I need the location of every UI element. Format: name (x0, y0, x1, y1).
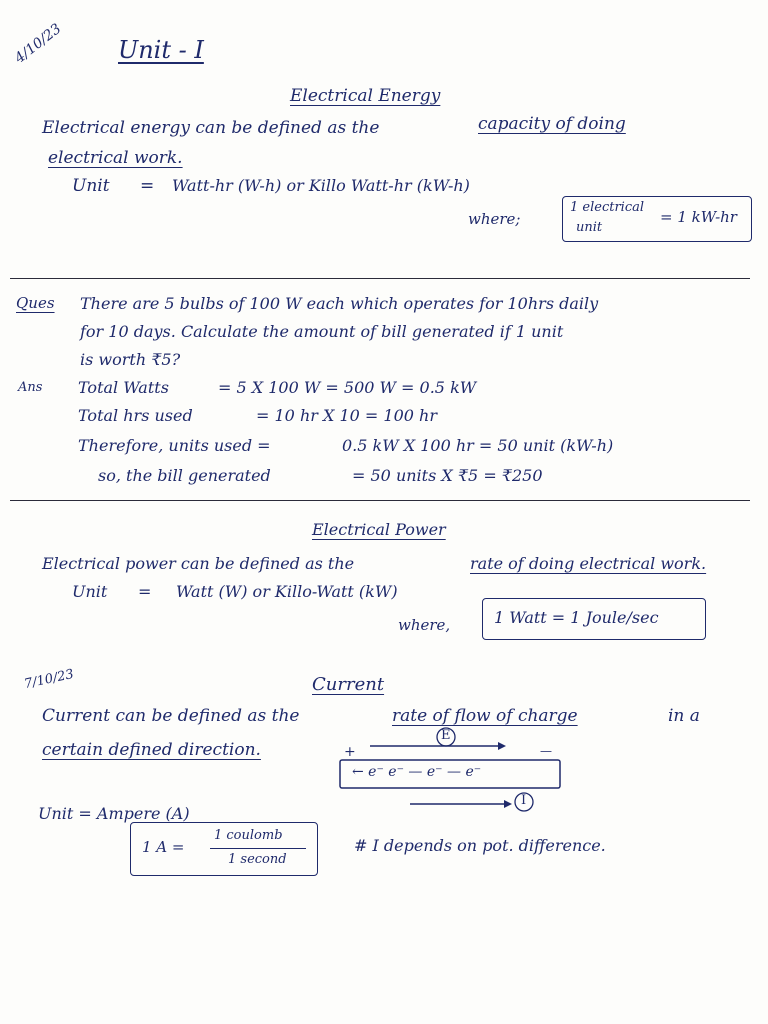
current-definition-line2: certain defined direction. (42, 740, 261, 760)
power-definition: Electrical power can be defined as the (42, 554, 355, 573)
question-line1: There are 5 bulbs of 100 W each which operates for 10hrs daily (80, 294, 599, 313)
power-heading: Electrical Power (312, 520, 446, 539)
e-field-label: E (441, 728, 451, 743)
question-line3: is worth ₹5? (80, 350, 181, 369)
box-electrical-bottom: unit (576, 220, 603, 235)
box-electrical-rhs: = 1 kW-hr (660, 208, 737, 226)
current-heading: Current (312, 674, 385, 695)
power-unit-label: Unit (72, 582, 108, 601)
ans-line3-rhs: 0.5 kW X 100 hr = 50 unit (kW-h) (342, 436, 614, 455)
energy-definition-line2: electrical work. (48, 148, 183, 168)
ampere-box-denominator: 1 second (228, 852, 287, 867)
ans-label: Ans (18, 380, 43, 395)
energy-definition-line1: Electrical energy can be defined as the (42, 118, 380, 138)
date-label-2: 7/10/23 (22, 666, 76, 693)
question-line2: for 10 days. Calculate the amount of bill generated if 1 unit (80, 322, 564, 341)
energy-definition-highlight: capacity of doing (478, 114, 626, 134)
current-definition-highlight: rate of flow of charge (392, 706, 578, 726)
ans-line1-rhs: = 5 X 100 W = 500 W = 0.5 kW (218, 378, 477, 397)
ans-line2-lhs: Total hrs used (78, 406, 193, 425)
ans-line1-lhs: Total Watts (78, 378, 169, 397)
energy-unit-value: Watt-hr (W-h) or Killo Watt-hr (kW-h) (172, 176, 470, 195)
power-definition-highlight: rate of doing electrical work. (470, 554, 707, 573)
watt-definition-text: 1 Watt = 1 Joule/sec (494, 608, 659, 627)
current-arrow-label: I (521, 793, 527, 808)
ques-label: Ques (16, 294, 55, 312)
energy-where: where; (468, 210, 521, 228)
ans-line3-lhs: Therefore, units used = (78, 436, 271, 455)
unit-title: Unit - I (118, 36, 204, 64)
power-unit-value: Watt (W) or Killo-Watt (kW) (176, 582, 398, 601)
date-label: 4/10/23 (12, 20, 65, 67)
ampere-box-lhs: 1 A = (142, 838, 185, 856)
minus-sign: — (540, 744, 552, 758)
current-definition: Current can be defined as the (42, 706, 300, 726)
potential-difference-note: # I depends on pot. difference. (354, 836, 606, 855)
electron-flow: ← e⁻ e⁻ — e⁻ — e⁻ (352, 764, 482, 780)
ans-line2-rhs: = 10 hr X 10 = 100 hr (256, 406, 437, 425)
power-unit-eq: = (138, 582, 152, 601)
ans-line4-lhs: so, the bill generated (98, 466, 271, 485)
current-unit: Unit = Ampere (A) (38, 804, 190, 823)
power-where: where, (398, 616, 451, 634)
box-electrical-top: 1 electrical (570, 200, 645, 215)
current-definition-tail: in a (668, 706, 700, 726)
energy-unit-label: Unit (72, 176, 110, 196)
fraction-bar (210, 848, 306, 849)
ampere-box-numerator: 1 coulomb (214, 828, 283, 843)
energy-heading: Electrical Energy (290, 86, 441, 106)
plus-sign: + (344, 744, 356, 760)
ans-line4-rhs: = 50 units X ₹5 = ₹250 (352, 466, 543, 485)
energy-unit-eq: = (140, 176, 155, 196)
